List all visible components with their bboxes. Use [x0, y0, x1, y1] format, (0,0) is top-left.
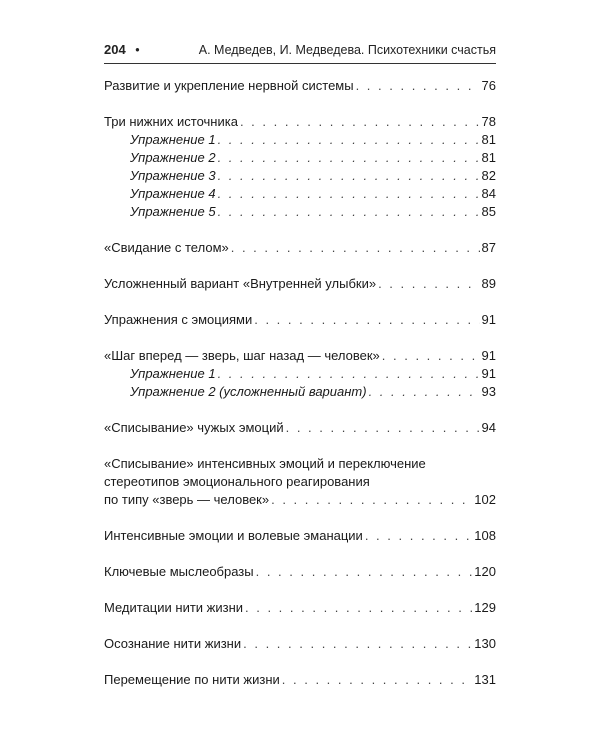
- toc-entry-shag: [104, 347, 496, 365]
- toc-title-line-2: стереотипов эмоционального реагирования: [104, 474, 370, 489]
- leader-dots: [245, 599, 472, 617]
- toc-subentry: [104, 131, 496, 149]
- toc-page: 94: [481, 420, 496, 435]
- leader-dots: [218, 185, 480, 203]
- leader-dots: [231, 239, 480, 257]
- toc-title: Упражнение 5: [130, 204, 216, 219]
- toc-title-line-1: «Списывание» интенсивных эмоций и переключение: [104, 456, 426, 471]
- toc-entry-spis1: [104, 419, 496, 437]
- toc-page: 76: [481, 78, 496, 93]
- toc-subentry: [104, 383, 496, 401]
- leader-dots: [271, 491, 472, 509]
- toc-page: 108: [474, 528, 496, 543]
- leader-dots: [243, 635, 472, 653]
- leader-dots: [256, 563, 473, 581]
- toc-title: Упражнение 4: [130, 186, 216, 201]
- toc-page: 84: [481, 186, 496, 201]
- toc-title: Упражнение 2 (усложненный вариант): [130, 384, 367, 399]
- toc-title: Перемещение по нити жизни: [104, 672, 280, 687]
- toc-page: 91: [481, 312, 496, 327]
- toc-page: 85: [481, 204, 496, 219]
- toc-page: 89: [481, 276, 496, 291]
- toc-page: 78: [481, 114, 496, 129]
- leader-dots: [218, 149, 480, 167]
- page-number: 204: [104, 42, 126, 57]
- toc-title: по типу «зверь — человек»: [104, 492, 270, 507]
- toc-entry-spis2: [104, 455, 496, 509]
- toc-page: 81: [481, 150, 496, 165]
- toc-title: Упражнение 1: [130, 366, 216, 381]
- toc-title: Ключевые мыслеобразы: [104, 564, 254, 579]
- toc-page: 93: [481, 384, 496, 399]
- toc-page: 81: [481, 132, 496, 147]
- running-title: А. Медведев, И. Медведева. Психотехники счастья: [198, 43, 496, 57]
- toc-subentry: [104, 203, 496, 221]
- toc-subentry: [104, 365, 496, 383]
- table-of-contents: [104, 70, 496, 689]
- leader-dots: [365, 527, 472, 545]
- toc-entry-peremeschenie: [104, 671, 496, 689]
- leader-dots: [286, 419, 480, 437]
- leader-dots: [218, 131, 480, 149]
- toc-title: Усложненный вариант «Внутренней улыбки»: [104, 276, 377, 291]
- toc-title: Три нижних источника: [104, 114, 238, 129]
- leader-dots: [218, 167, 480, 185]
- toc-entry-nerv: [104, 77, 496, 95]
- toc-subentry: [104, 167, 496, 185]
- toc-title: Интенсивные эмоции и волевые эманации: [104, 528, 363, 543]
- header-rule: [104, 63, 496, 64]
- toc-title-line-3: [104, 491, 496, 509]
- toc-entry-svidanie: [104, 239, 496, 257]
- toc-entry-tri: [104, 113, 496, 131]
- toc-subentry: [104, 149, 496, 167]
- toc-title: Упражнение 3: [130, 168, 216, 183]
- toc-title: Упражнения с эмоциями: [104, 312, 253, 327]
- leader-dots: [378, 275, 479, 293]
- leader-dots: [254, 311, 479, 329]
- toc-title: Осознание нити жизни: [104, 636, 242, 651]
- toc-page: 87: [481, 240, 496, 255]
- leader-dots: [218, 203, 480, 221]
- toc-title: Развитие и укрепление нервной системы: [104, 78, 354, 93]
- toc-title: Упражнение 1: [130, 132, 216, 147]
- header-bullet: •: [135, 43, 140, 57]
- leader-dots: [218, 365, 480, 383]
- toc-title: «Свидание с телом»: [104, 240, 229, 255]
- toc-page: 91: [481, 366, 496, 381]
- leader-dots: [369, 383, 480, 401]
- toc-entry-meditacii: [104, 599, 496, 617]
- toc-page: 130: [474, 636, 496, 651]
- toc-title: Упражнение 2: [130, 150, 216, 165]
- leader-dots: [282, 671, 473, 689]
- toc-entry-mysle: [104, 563, 496, 581]
- leader-dots: [240, 113, 480, 131]
- toc-title: Медитации нити жизни: [104, 600, 244, 615]
- toc-page: 129: [474, 600, 496, 615]
- toc-title: «Списывание» чужых эмоций: [104, 420, 284, 435]
- leader-dots: [356, 77, 480, 95]
- toc-page: 91: [481, 348, 496, 363]
- toc-page: 131: [474, 672, 496, 687]
- toc-subentry: [104, 185, 496, 203]
- toc-entry-volevye: [104, 527, 496, 545]
- toc-page: 120: [474, 564, 496, 579]
- toc-entry-emocii: [104, 311, 496, 329]
- toc-title: «Шаг вперед — зверь, шаг назад — человек»: [104, 348, 380, 363]
- page-header: [104, 42, 496, 57]
- toc-entry-ulybka: [104, 275, 496, 293]
- toc-page: 102: [474, 492, 496, 507]
- leader-dots: [382, 347, 480, 365]
- toc-entry-osoznanie: [104, 635, 496, 653]
- header-left: [104, 42, 140, 57]
- toc-page: 82: [481, 168, 496, 183]
